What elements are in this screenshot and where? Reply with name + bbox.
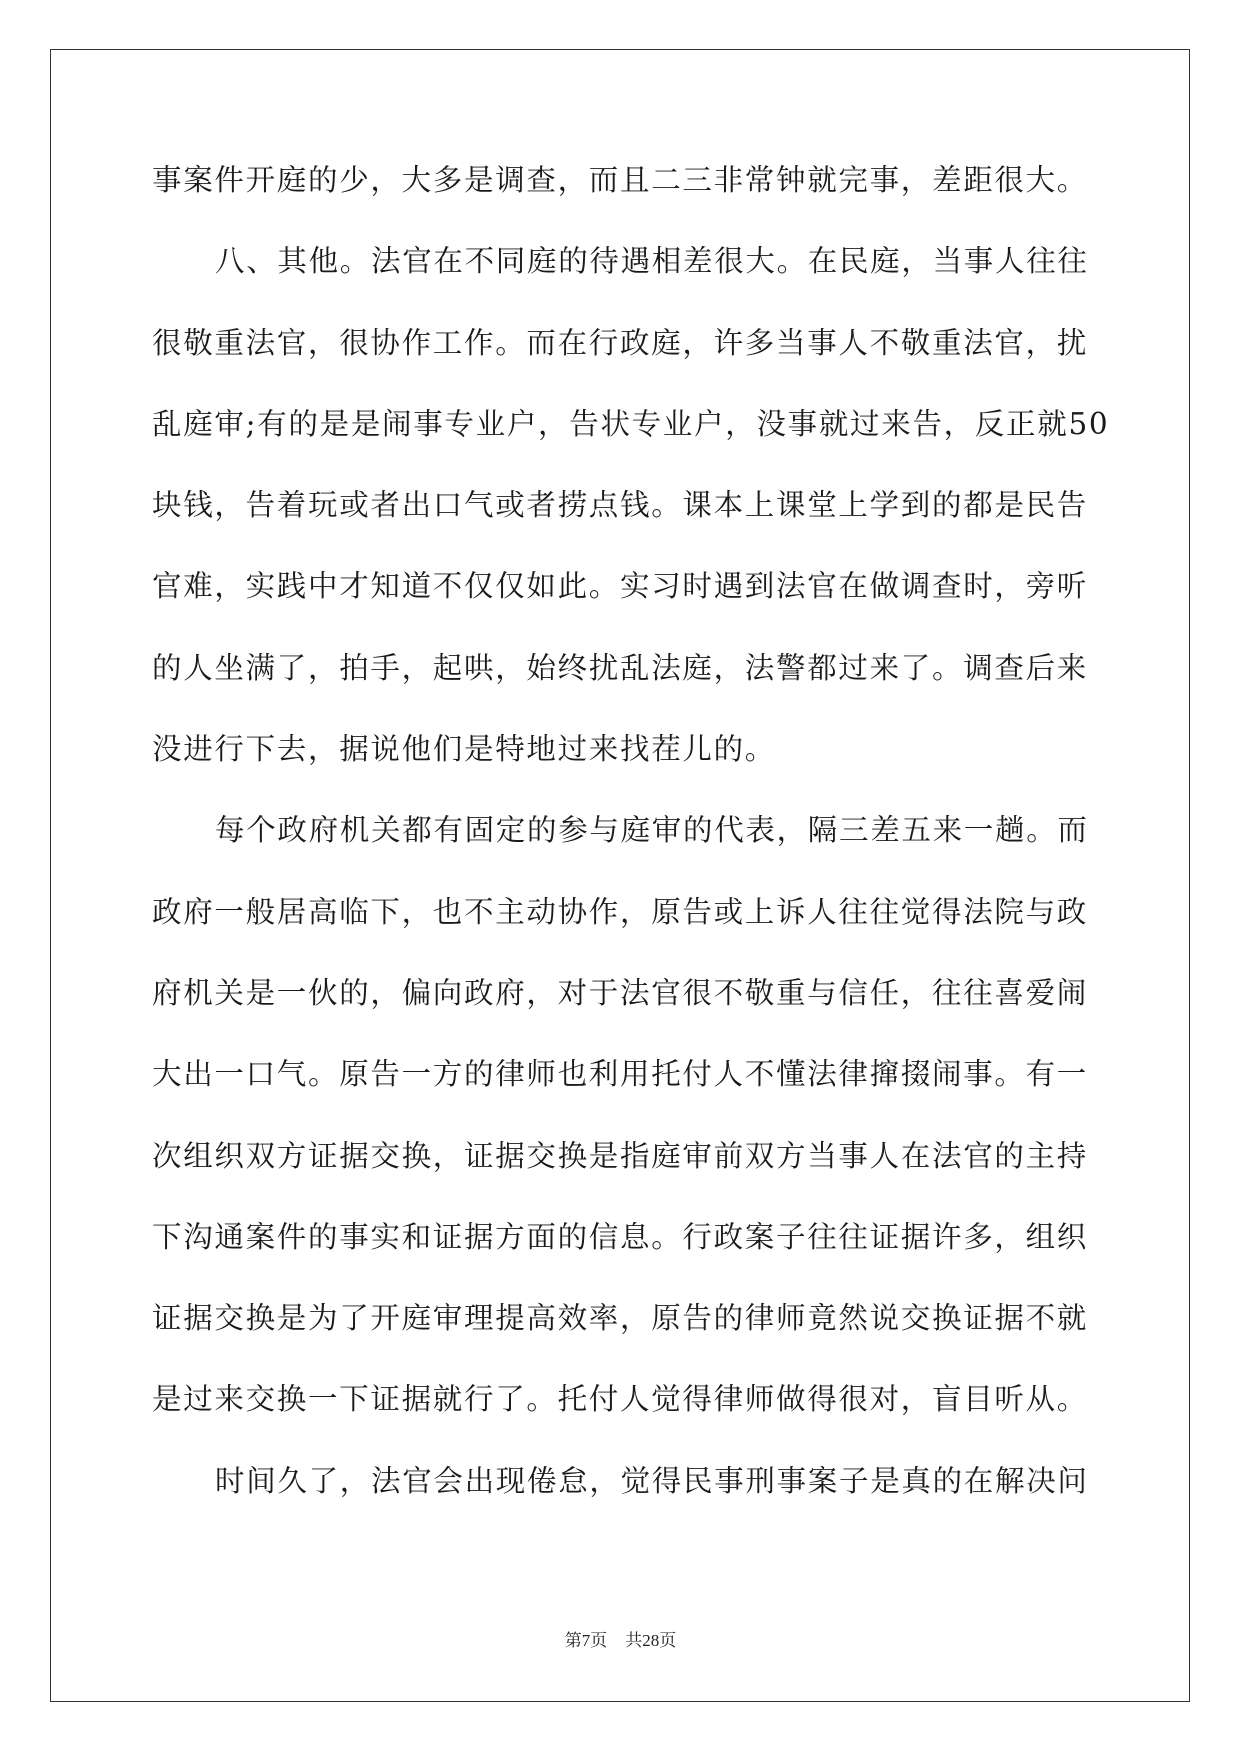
text-line: 每个政府机关都有固定的参与庭审的代表，隔三差五来一趟。而: [215, 813, 1089, 848]
text-line: 块钱，告着玩或者出口气或者捞点钱。课本上课堂上学到的都是民告: [152, 488, 1089, 523]
text-line: 政府一般居高临下，也不主动协作，原告或上诉人往往觉得法院与政: [152, 894, 1089, 929]
text-line: 府机关是一伙的，偏向政府，对于法官很不敬重与信任，往往喜爱闹: [152, 975, 1089, 1010]
text-line: 次组织双方证据交换，证据交换是指庭审前双方当事人在法官的主持: [152, 1138, 1089, 1173]
text-line: 下沟通案件的事实和证据方面的信息。行政案子往往证据许多，组织: [152, 1219, 1089, 1254]
text-line: 没进行下去，据说他们是特地过来找茬儿的。: [152, 732, 777, 767]
text-line: 证据交换是为了开庭审理提高效率，原告的律师竟然说交换证据不就: [152, 1301, 1089, 1336]
text-line: 时间久了，法官会出现倦怠，觉得民事刑事案子是真的在解决问: [215, 1463, 1089, 1498]
text-line: 官难，实践中才知道不仅仅如此。实习时遇到法官在做调查时，旁听: [152, 569, 1089, 604]
page-total: 共28页: [625, 1631, 677, 1650]
text-line: 乱庭审;有的是是闹事专业户，告状专业户，没事就过来告，反正就50: [152, 406, 1110, 441]
text-line: 八、其他。法官在不同庭的待遇相差很大。在民庭，当事人往往: [215, 244, 1089, 279]
text-line: 的人坐满了，拍手，起哄，始终扰乱法庭，法警都过来了。调查后来: [152, 650, 1089, 685]
page-number: 第7页: [564, 1631, 608, 1650]
text-line: 是过来交换一下证据就行了。托付人觉得律师做得很对，盲目听从。: [152, 1382, 1089, 1417]
text-line: 很敬重法官，很协作工作。而在行政庭，许多当事人不敬重法官，扰: [152, 325, 1089, 360]
page-footer: [0, 1626, 1241, 1651]
text-line: 大出一口气。原告一方的律师也利用托付人不懂法律撺掇闹事。有一: [152, 1057, 1089, 1092]
text-line: 事案件开庭的少，大多是调查，而且二三非常钟就完事，差距很大。: [152, 163, 1089, 197]
document-body: [152, 160, 1110, 1542]
